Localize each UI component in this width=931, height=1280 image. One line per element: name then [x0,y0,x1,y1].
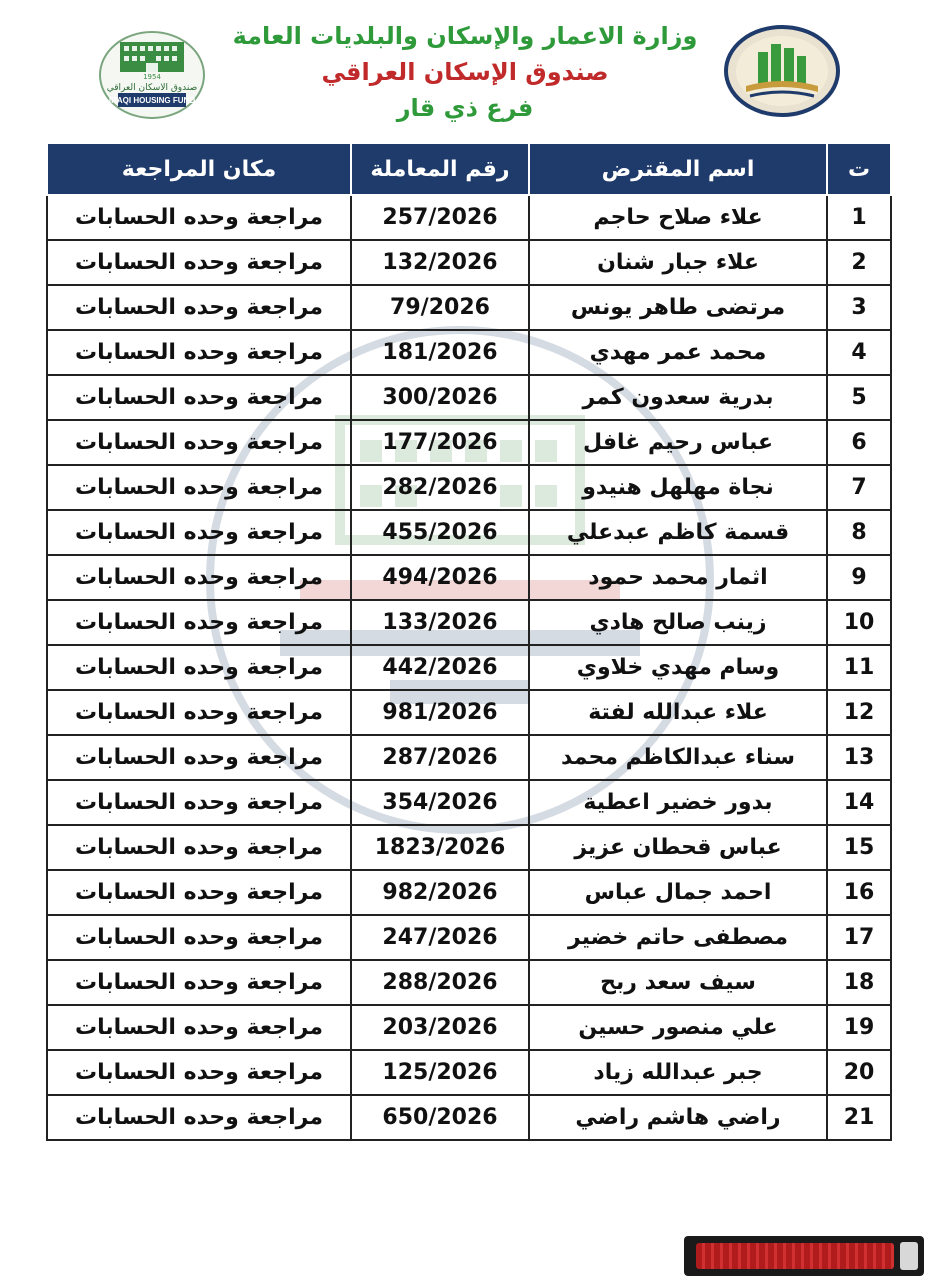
row-transaction: 288/2026 [351,960,529,1005]
row-index: 14 [827,780,891,825]
ministry-logo-icon [722,24,842,119]
row-index: 13 [827,735,891,780]
row-place: مراجعة وحده الحسابات [47,915,351,960]
row-name: راضي هاشم راضي [529,1095,827,1140]
row-place: مراجعة وحده الحسابات [47,1050,351,1095]
row-index: 15 [827,825,891,870]
row-transaction: 494/2026 [351,555,529,600]
row-index: 18 [827,960,891,1005]
row-transaction: 300/2026 [351,375,529,420]
row-index: 7 [827,465,891,510]
row-name: علاء صلاح حاجم [529,195,827,240]
row-name: اثمار محمد حمود [529,555,827,600]
table-row [47,960,891,1005]
table-row [47,915,891,960]
row-transaction: 287/2026 [351,735,529,780]
table-row [47,420,891,465]
row-name: مصطفى حاتم خضير [529,915,827,960]
row-place: مراجعة وحده الحسابات [47,1095,351,1140]
row-transaction: 125/2026 [351,1050,529,1095]
row-name: علاء عبدالله لفتة [529,690,827,735]
footer-emblem-icon [900,1242,918,1270]
row-place: مراجعة وحده الحسابات [47,870,351,915]
table-row [47,375,891,420]
row-transaction: 133/2026 [351,600,529,645]
row-transaction: 981/2026 [351,690,529,735]
row-name: نجاة مهلهل هنيدو [529,465,827,510]
table-row [47,330,891,375]
row-transaction: 650/2026 [351,1095,529,1140]
ministry-title: وزارة الاعمار والإسكان والبلديات العامة [232,22,698,50]
row-transaction: 282/2026 [351,465,529,510]
row-place: مراجعة وحده الحسابات [47,735,351,780]
row-name: زينب صالح هادي [529,600,827,645]
table-row [47,555,891,600]
row-place: مراجعة وحده الحسابات [47,510,351,555]
row-place: مراجعة وحده الحسابات [47,555,351,600]
row-place: مراجعة وحده الحسابات [47,825,351,870]
table-row [47,465,891,510]
row-transaction: 181/2026 [351,330,529,375]
row-name: محمد عمر مهدي [529,330,827,375]
news-network-logo-icon [684,1236,924,1276]
row-place: مراجعة وحده الحسابات [47,195,351,240]
row-index: 17 [827,915,891,960]
row-index: 20 [827,1050,891,1095]
table-row [47,240,891,285]
row-place: مراجعة وحده الحسابات [47,285,351,330]
row-transaction: 1823/2026 [351,825,529,870]
row-place: مراجعة وحده الحسابات [47,1005,351,1050]
row-transaction: 982/2026 [351,870,529,915]
row-transaction: 247/2026 [351,915,529,960]
row-transaction: 442/2026 [351,645,529,690]
row-name: عباس رحيم غافل [529,420,827,465]
table-row [47,195,891,240]
row-index: 19 [827,1005,891,1050]
table-row [47,735,891,780]
row-transaction: 177/2026 [351,420,529,465]
row-index: 16 [827,870,891,915]
row-index: 9 [827,555,891,600]
row-name: بدور خضير اعطية [529,780,827,825]
row-name: احمد جمال عباس [529,870,827,915]
row-place: مراجعة وحده الحسابات [47,690,351,735]
table-row [47,600,891,645]
table-row [47,645,891,690]
row-index: 8 [827,510,891,555]
table-row [47,1050,891,1095]
table-row [47,825,891,870]
iraqi-housing-fund-logo-icon [98,30,206,120]
row-name: علي منصور حسين [529,1005,827,1050]
row-name: علاء جبار شنان [529,240,827,285]
row-place: مراجعة وحده الحسابات [47,240,351,285]
row-place: مراجعة وحده الحسابات [47,330,351,375]
row-index: 2 [827,240,891,285]
row-index: 1 [827,195,891,240]
table-row [47,285,891,330]
row-name: بدرية سعدون كمر [529,375,827,420]
logo-year: 1954 [143,73,161,81]
fund-title: صندوق الإسكان العراقي [321,58,609,86]
table-row [47,510,891,555]
row-place: مراجعة وحده الحسابات [47,420,351,465]
row-place: مراجعة وحده الحسابات [47,780,351,825]
row-index: 3 [827,285,891,330]
table-header-row [47,143,891,195]
row-name: وسام مهدي خلاوي [529,645,827,690]
row-name: مرتضى طاهر يونس [529,285,827,330]
row-transaction: 203/2026 [351,1005,529,1050]
branch-title: فرع ذي قار [396,94,534,122]
row-index: 5 [827,375,891,420]
header-index: ت [827,143,891,195]
table-row [47,690,891,735]
row-index: 11 [827,645,891,690]
row-place: مراجعة وحده الحسابات [47,645,351,690]
row-name: سيف سعد ربح [529,960,827,1005]
table-row [47,780,891,825]
logo-arabic-text: صندوق الاسكان العراقي [106,83,198,93]
row-index: 12 [827,690,891,735]
row-transaction: 132/2026 [351,240,529,285]
table-row [47,1095,891,1140]
row-place: مراجعة وحده الحسابات [47,960,351,1005]
row-index: 21 [827,1095,891,1140]
row-place: مراجعة وحده الحسابات [47,465,351,510]
header-name: اسم المقترض [529,143,827,195]
row-name: قسمة كاظم عبدعلي [529,510,827,555]
header-transaction: رقم المعاملة [351,143,529,195]
row-place: مراجعة وحده الحسابات [47,600,351,645]
borrowers-table [46,142,892,1141]
header-titles [230,18,700,126]
row-transaction: 257/2026 [351,195,529,240]
table-row [47,870,891,915]
header-place: مكان المراجعة [47,143,351,195]
page-header [0,0,931,140]
logo-english-text: IRAQI HOUSING FUND [108,96,196,105]
row-index: 10 [827,600,891,645]
row-transaction: 354/2026 [351,780,529,825]
row-index: 4 [827,330,891,375]
table-row [47,1005,891,1050]
row-name: جبر عبدالله زياد [529,1050,827,1095]
row-transaction: 455/2026 [351,510,529,555]
row-index: 6 [827,420,891,465]
row-place: مراجعة وحده الحسابات [47,375,351,420]
row-name: عباس قحطان عزيز [529,825,827,870]
footer-logo-lettering [696,1243,894,1269]
row-name: سناء عبدالكاظم محمد [529,735,827,780]
row-transaction: 79/2026 [351,285,529,330]
